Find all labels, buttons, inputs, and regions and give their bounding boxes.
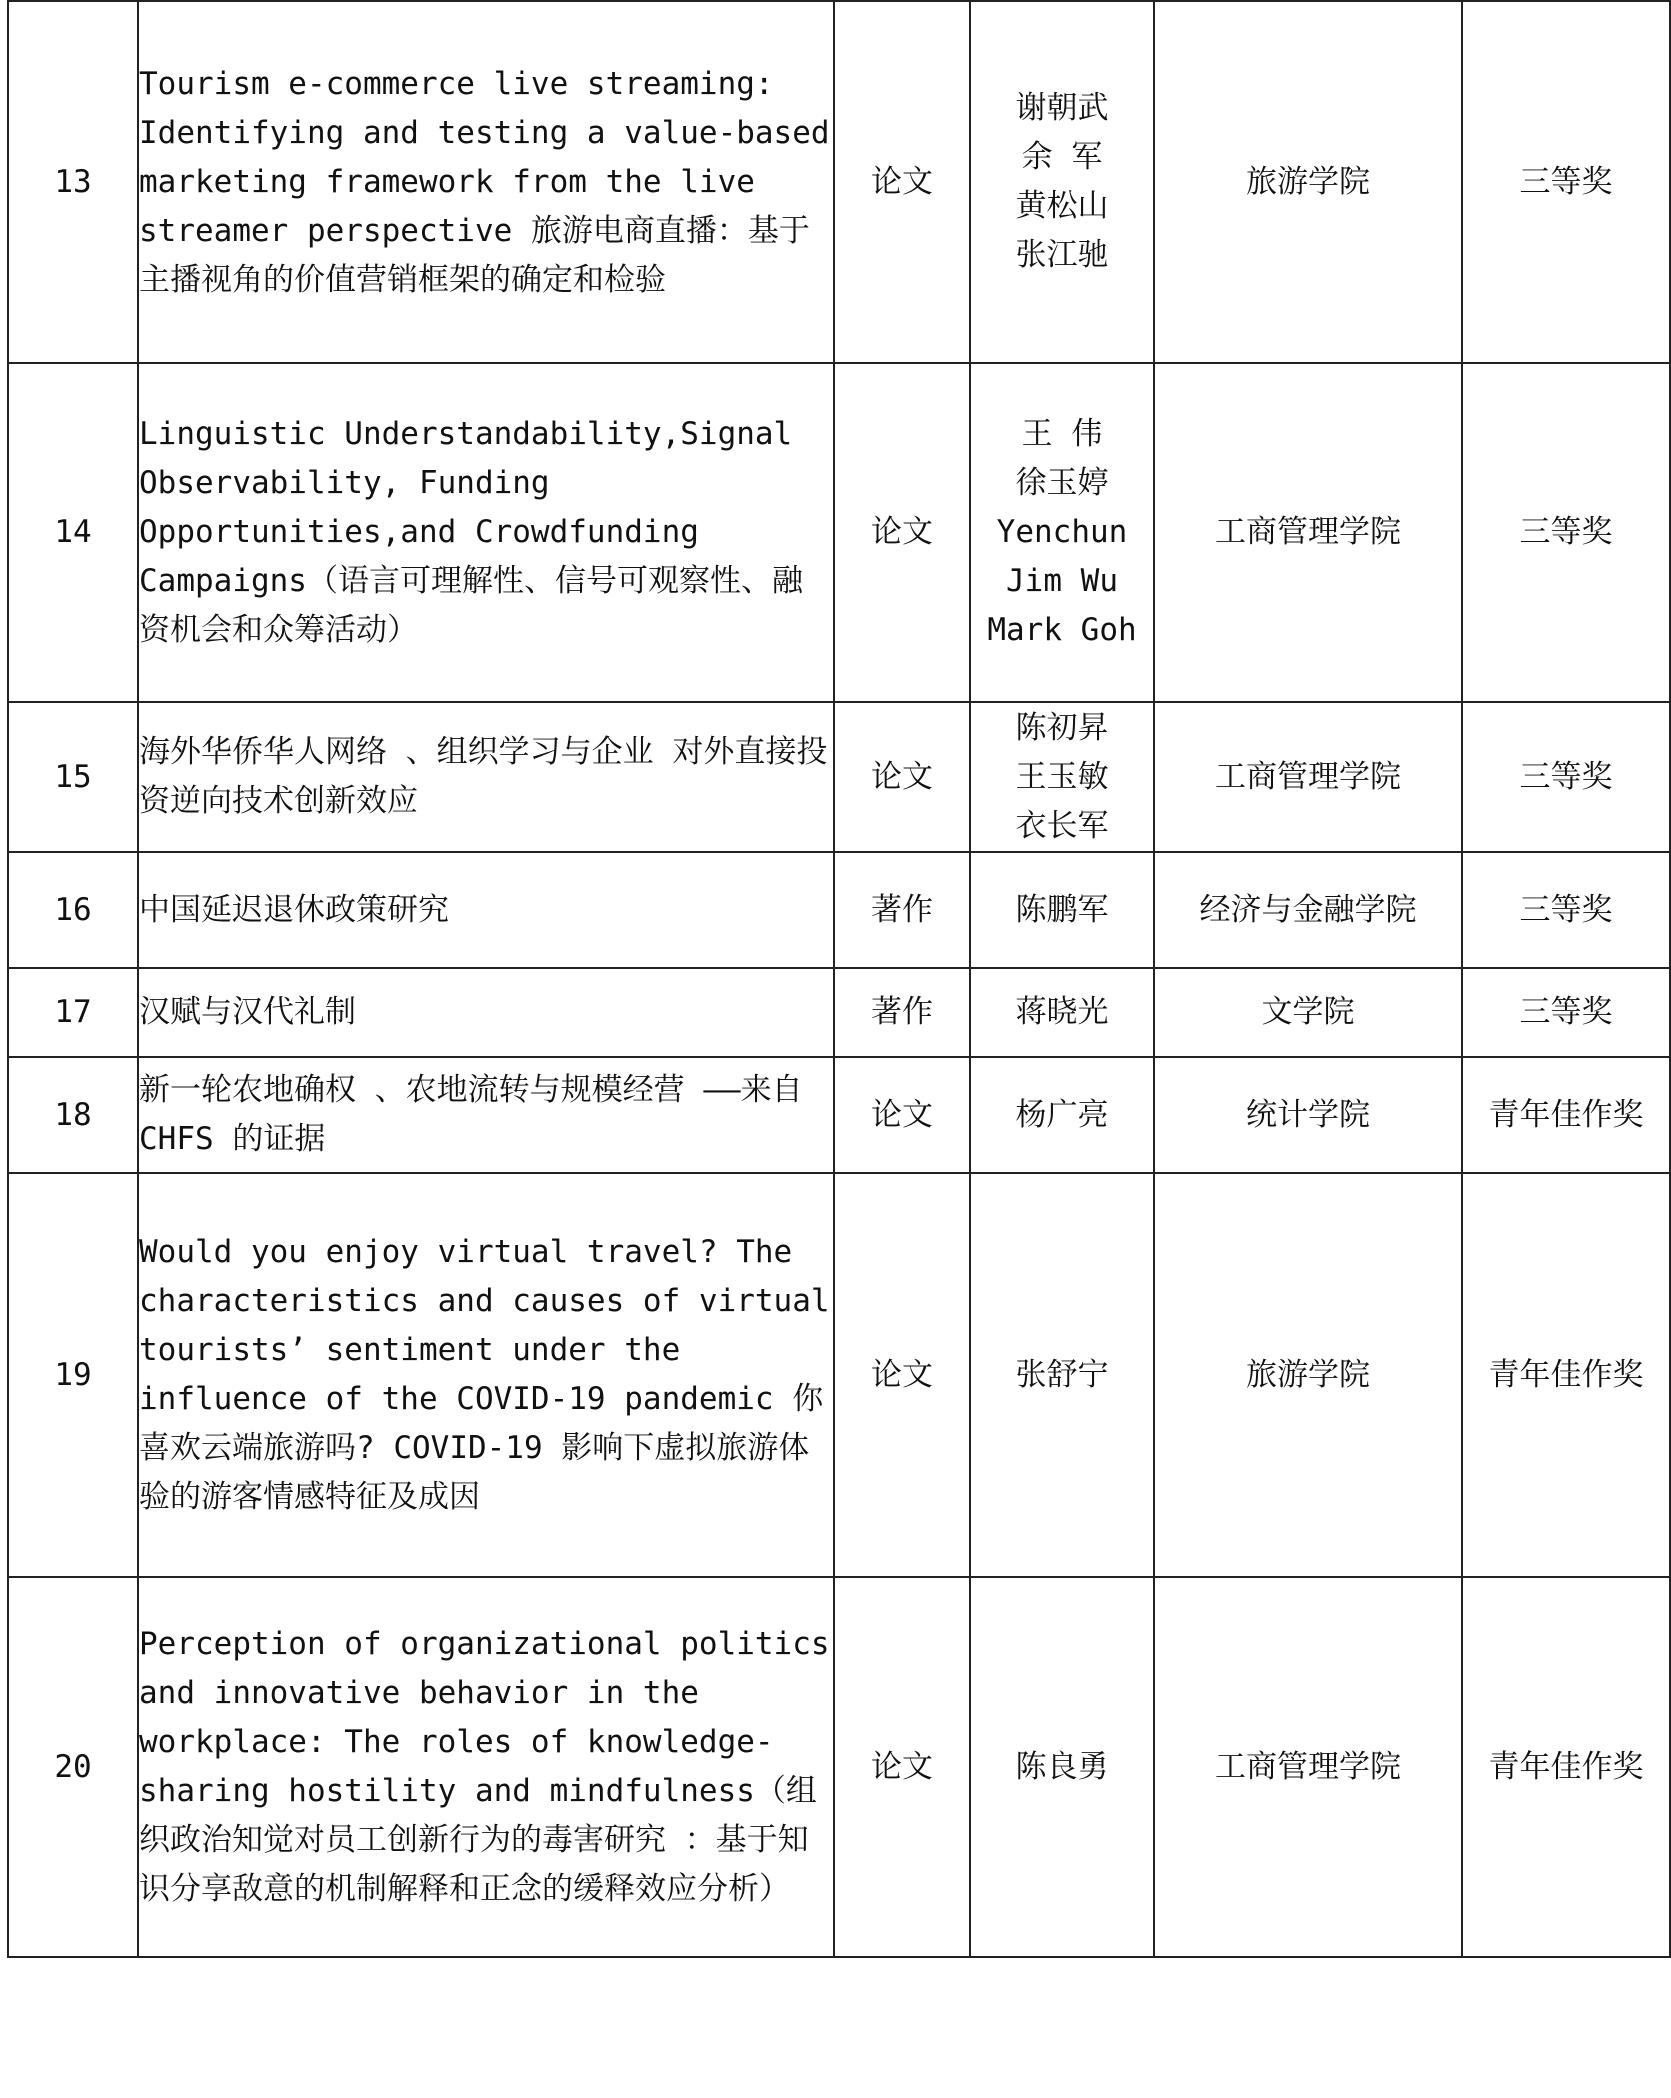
author-name: 陈初昇 xyxy=(1015,709,1109,746)
work-title: 汉赋与汉代礼制 xyxy=(138,968,834,1057)
table-row xyxy=(8,1057,1670,1173)
authors-cell xyxy=(970,852,1154,968)
row-number: 14 xyxy=(8,363,138,702)
table-row xyxy=(8,702,1670,852)
authors-cell xyxy=(970,1,1154,363)
college-name: 旅游学院 xyxy=(1154,1173,1462,1577)
author-name: 王 伟 xyxy=(1021,416,1103,452)
work-type: 论文 xyxy=(834,1173,970,1577)
author-name: 衣长军 xyxy=(1015,807,1109,844)
row-number: 18 xyxy=(8,1057,138,1173)
author-name: 谢朝武 xyxy=(1015,90,1109,126)
authors-cell xyxy=(970,1057,1154,1173)
author-name: 陈鹏军 xyxy=(1015,891,1109,928)
college-name: 工商管理学院 xyxy=(1154,363,1462,702)
author-name: 张江驰 xyxy=(1015,237,1109,273)
table-row xyxy=(8,1173,1670,1577)
authors-cell xyxy=(970,1577,1154,1957)
award-level: 青年佳作奖 xyxy=(1462,1057,1670,1173)
author-name: Yenchun xyxy=(996,514,1128,550)
work-type: 论文 xyxy=(834,1,970,363)
awards-table-body xyxy=(8,1,1670,1957)
work-title: Linguistic Understandability,Signal Observability, Funding Opportunities,and Crowdfunding Campaigns（语言可理解性、信号可观察性、融资机会和众筹活动） xyxy=(138,363,834,702)
college-name: 统计学院 xyxy=(1154,1057,1462,1173)
author-name: 张舒宁 xyxy=(1015,1356,1109,1393)
author-name: 蒋晓光 xyxy=(1015,994,1109,1030)
work-type: 著作 xyxy=(834,968,970,1057)
work-title: 中国延迟退休政策研究 xyxy=(138,852,834,968)
author-name: 王玉敏 xyxy=(1015,758,1109,795)
row-number: 17 xyxy=(8,968,138,1057)
work-type: 论文 xyxy=(834,1057,970,1173)
award-level: 三等奖 xyxy=(1462,852,1670,968)
authors-cell xyxy=(970,968,1154,1057)
award-level: 青年佳作奖 xyxy=(1462,1577,1670,1957)
author-name: Jim Wu xyxy=(1006,563,1118,599)
author-name: 陈良勇 xyxy=(1015,1748,1109,1785)
college-name: 经济与金融学院 xyxy=(1154,852,1462,968)
award-level: 三等奖 xyxy=(1462,702,1670,852)
author-name: Mark Goh xyxy=(987,612,1137,648)
work-type: 论文 xyxy=(834,702,970,852)
college-name: 工商管理学院 xyxy=(1154,1577,1462,1957)
award-level: 三等奖 xyxy=(1462,1,1670,363)
award-level: 三等奖 xyxy=(1462,363,1670,702)
author-name: 徐玉婷 xyxy=(1015,465,1109,501)
row-number: 16 xyxy=(8,852,138,968)
awards-table xyxy=(7,0,1671,1958)
row-number: 13 xyxy=(8,1,138,363)
author-name: 黄松山 xyxy=(1015,188,1109,224)
table-row xyxy=(8,363,1670,702)
work-type: 论文 xyxy=(834,363,970,702)
authors-cell xyxy=(970,363,1154,702)
work-title: Would you enjoy virtual travel? The characteristics and causes of virtual tourists’ sentiment under the influence of the COVID-19 pandemic 你喜欢云端旅游吗? COVID-19 影响下虚拟旅游体验的游客情感特征及成因 xyxy=(138,1173,834,1577)
table-row xyxy=(8,1577,1670,1957)
table-row xyxy=(8,852,1670,968)
college-name: 文学院 xyxy=(1154,968,1462,1057)
table-row xyxy=(8,1,1670,363)
table-row xyxy=(8,968,1670,1057)
row-number: 15 xyxy=(8,702,138,852)
author-name: 杨广亮 xyxy=(1015,1096,1109,1133)
award-level: 青年佳作奖 xyxy=(1462,1173,1670,1577)
row-number: 19 xyxy=(8,1173,138,1577)
authors-cell xyxy=(970,1173,1154,1577)
author-name: 余 军 xyxy=(1021,139,1103,175)
award-level: 三等奖 xyxy=(1462,968,1670,1057)
work-title: Perception of organizational politics and innovative behavior in the workplace: The roles of knowledge-sharing hostility and mindfulness（组织政治知觉对员工创新行为的毒害研究 ：基于知识分享敌意的机制解释和正念的缓释效应分析） xyxy=(138,1577,834,1957)
row-number: 20 xyxy=(8,1577,138,1957)
work-title: 海外华侨华人网络 、组织学习与企业 对外直接投资逆向技术创新效应 xyxy=(138,702,834,852)
work-title: 新一轮农地确权 、农地流转与规模经营 ——来自 CHFS 的证据 xyxy=(138,1057,834,1173)
college-name: 旅游学院 xyxy=(1154,1,1462,363)
work-type: 论文 xyxy=(834,1577,970,1957)
work-title: Tourism e-commerce live streaming: Identifying and testing a value-based marketing framework from the live streamer perspective 旅游电商直播：基于主播视角的价值营销框架的确定和检验 xyxy=(138,1,834,363)
work-type: 著作 xyxy=(834,852,970,968)
college-name: 工商管理学院 xyxy=(1154,702,1462,852)
authors-cell xyxy=(970,702,1154,852)
